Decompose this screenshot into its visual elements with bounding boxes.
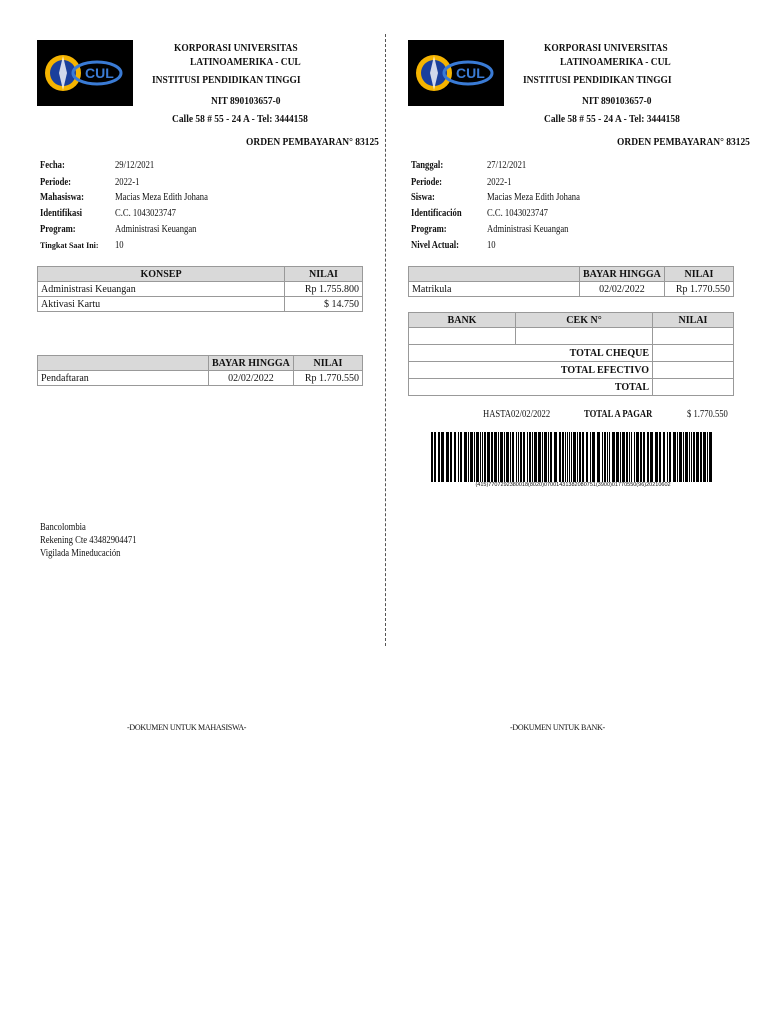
- column-header: NILAI: [293, 356, 362, 371]
- barcode-bar: [518, 432, 519, 482]
- barcode-bar: [510, 432, 511, 482]
- barcode-bar: [470, 432, 473, 482]
- address: Calle 58 # 55 - 24 A - Tel: 3444158: [544, 113, 680, 125]
- barcode-bar: [434, 432, 436, 482]
- table-cell: Rp 1.755.800: [285, 282, 363, 297]
- table-cell: [653, 379, 734, 396]
- barcode-bar: [590, 432, 591, 482]
- field-label: Tanggal:: [411, 160, 444, 171]
- barcode-bar: [636, 432, 639, 482]
- table-cell: Rp 1.770.550: [664, 282, 733, 297]
- total-label: TOTAL: [409, 379, 653, 396]
- table-cell: Aktivasi Kartu: [38, 297, 285, 312]
- barcode-bar: [504, 432, 505, 482]
- field-value: 10: [115, 240, 124, 251]
- barcode-bar: [626, 432, 628, 482]
- field-value: Administrasi Keuangan: [487, 224, 569, 235]
- address: Calle 58 # 55 - 24 A - Tel: 3444158: [172, 113, 308, 125]
- field-value: Administrasi Keuangan: [115, 224, 197, 235]
- barcode-bar: [534, 432, 537, 482]
- org-line-2: LATINOAMERIKA - CUL: [190, 56, 301, 68]
- table-row: [409, 282, 734, 297]
- barcode-bar: [512, 432, 514, 482]
- barcode-bar: [634, 432, 635, 482]
- column-header: NILAI: [285, 267, 363, 282]
- barcode-bar: [523, 432, 525, 482]
- barcode-bar: [498, 432, 499, 482]
- field-value: Macias Meza Edith Johana: [115, 192, 208, 203]
- field-label: Periode:: [40, 177, 72, 188]
- barcode-bar: [482, 432, 483, 482]
- barcode-bar: [441, 432, 444, 482]
- field-label: Periode:: [411, 177, 443, 188]
- field-label: Nivel Actual:: [411, 240, 460, 251]
- table-cell: 02/02/2022: [209, 371, 294, 386]
- barcode-bar: [640, 432, 642, 482]
- table-cell: [653, 328, 734, 345]
- total-cheque-label: TOTAL CHEQUE: [409, 345, 653, 362]
- barcode-bar: [696, 432, 699, 482]
- barcode-bar: [602, 432, 603, 482]
- barcode-bar: [604, 432, 606, 482]
- barcode-bar: [693, 432, 695, 482]
- barcode-bar: [567, 432, 568, 482]
- barcode-bar: [655, 432, 658, 482]
- total-pay-value: $ 1.770.550: [687, 409, 728, 420]
- field-label: Identifikasi: [40, 208, 83, 219]
- field-label: Program:: [411, 224, 447, 235]
- barcode-bar: [569, 432, 570, 482]
- barcode-bar: [494, 432, 497, 482]
- column-header: BAYAR HINGGA: [209, 356, 294, 371]
- barcode-bar: [487, 432, 490, 482]
- barcode-bar: [643, 432, 645, 482]
- field-value: 27/12/2021: [487, 160, 527, 171]
- barcode-bar: [607, 432, 608, 482]
- footer-bank-copy: -DOKUMEN UNTUK BANK-: [510, 723, 605, 732]
- barcode-bar: [667, 432, 668, 482]
- nit-number: NIT 890103657-0: [582, 95, 652, 107]
- barcode-bar: [538, 432, 541, 482]
- field-value: 29/12/2021: [115, 160, 155, 171]
- barcode-bar: [562, 432, 564, 482]
- barcode-bar: [520, 432, 522, 482]
- table-cell: [516, 328, 653, 345]
- field-label: Tingkat Saat Ini:: [40, 241, 99, 250]
- barcode-bar: [683, 432, 684, 482]
- table-row: [38, 297, 363, 312]
- table-row: [409, 328, 734, 345]
- barcode-bar: [620, 432, 621, 482]
- table-row: [409, 345, 734, 362]
- org-line-3: INSTITUSI PENDIDIKAN TINGGI: [152, 74, 301, 86]
- order-number: ORDEN PEMBAYARAN° 83125: [246, 136, 379, 148]
- barcode-bar: [565, 432, 566, 482]
- field-value: 10: [487, 240, 496, 251]
- account-number: Rekening Cte 43482904471: [40, 535, 137, 546]
- field-label: Program:: [40, 224, 76, 235]
- barcode-bar: [685, 432, 688, 482]
- org-line-1: KORPORASI UNIVERSITAS: [174, 42, 298, 54]
- barcode-bar: [532, 432, 533, 482]
- barcode-bar: [559, 432, 561, 482]
- university-logo: [37, 40, 133, 106]
- org-line-1: KORPORASI UNIVERSITAS: [544, 42, 668, 54]
- org-line-3: INSTITUSI PENDIDIKAN TINGGI: [523, 74, 672, 86]
- barcode-bar: [548, 432, 549, 482]
- field-value: C.C. 1043023747: [487, 208, 548, 219]
- barcode-bar: [669, 432, 671, 482]
- table-cell: [409, 328, 516, 345]
- table-cell: Matrikula: [409, 282, 580, 297]
- barcode-bar: [460, 432, 462, 482]
- nit-number: NIT 890103657-0: [211, 95, 281, 107]
- column-header: BAYAR HINGGA: [580, 267, 665, 282]
- barcode-bar: [446, 432, 449, 482]
- barcode-bar: [491, 432, 493, 482]
- barcode-bar: [629, 432, 630, 482]
- logo-emblem-icon: [37, 40, 133, 106]
- university-logo: [408, 40, 504, 106]
- barcode-bar: [582, 432, 584, 482]
- barcode-bar: [554, 432, 557, 482]
- barcode-bar: [707, 432, 708, 482]
- barcode-bar: [689, 432, 690, 482]
- payment-table: [37, 355, 363, 386]
- barcode-number: (415)7707292380018(8020)07001431382080751(3900)01770550(96)20210602: [475, 482, 671, 488]
- barcode-bar: [586, 432, 588, 482]
- bank-name: Bancolombia: [40, 522, 86, 533]
- field-value: 2022-1: [115, 177, 140, 188]
- field-value: C.C. 1043023747: [115, 208, 176, 219]
- barcode-bar: [484, 432, 486, 482]
- barcode-bar: [677, 432, 678, 482]
- table-row: [409, 379, 734, 396]
- barcode-bar: [431, 432, 433, 482]
- barcode: [431, 432, 715, 482]
- column-header: CEK N°: [516, 313, 653, 328]
- org-line-2: LATINOAMERIKA - CUL: [560, 56, 671, 68]
- barcode-bar: [663, 432, 665, 482]
- dashed-divider: [385, 34, 386, 646]
- svg-text:CUL: CUL: [85, 65, 114, 81]
- barcode-bar: [673, 432, 676, 482]
- logo-emblem-icon: [408, 40, 504, 106]
- table-cell: Pendaftaran: [38, 371, 209, 386]
- total-efectivo-label: TOTAL EFECTIVO: [409, 362, 653, 379]
- barcode-bar: [592, 432, 595, 482]
- table-cell: 02/02/2022: [580, 282, 665, 297]
- due-date: HASTA02/02/2022: [483, 409, 551, 420]
- barcode-bar: [527, 432, 528, 482]
- barcode-bar: [622, 432, 625, 482]
- field-label: Mahasiswa:: [40, 192, 84, 203]
- barcode-bar: [597, 432, 600, 482]
- barcode-bar: [700, 432, 702, 482]
- bank-table: [408, 312, 734, 396]
- table-row: [38, 371, 363, 386]
- field-value: 2022-1: [487, 177, 512, 188]
- barcode-bar: [476, 432, 479, 482]
- field-label: Fecha:: [40, 160, 65, 171]
- barcode-bar: [709, 432, 712, 482]
- column-header: BANK: [409, 313, 516, 328]
- column-header: NILAI: [653, 313, 734, 328]
- barcode-bar: [612, 432, 615, 482]
- barcode-bar: [500, 432, 503, 482]
- column-header: KONSEP: [38, 267, 285, 282]
- column-header: [409, 267, 580, 282]
- table-row: [409, 362, 734, 379]
- barcode-bar: [631, 432, 632, 482]
- barcode-bar: [450, 432, 452, 482]
- barcode-bar: [529, 432, 531, 482]
- barcode-bar: [609, 432, 610, 482]
- supervision-note: Vigilada Mineducación: [40, 548, 121, 559]
- barcode-bar: [544, 432, 547, 482]
- concept-table: [37, 266, 363, 312]
- barcode-bar: [650, 432, 653, 482]
- svg-text:CUL: CUL: [456, 65, 485, 81]
- barcode-bar: [480, 432, 481, 482]
- footer-student-copy: -DOKUMEN UNTUK MAHASISWA-: [127, 723, 247, 732]
- barcode-bar: [438, 432, 440, 482]
- column-header: [38, 356, 209, 371]
- field-label: Siswa:: [411, 192, 435, 203]
- payment-table: [408, 266, 734, 297]
- barcode-bar: [506, 432, 509, 482]
- barcode-bar: [571, 432, 572, 482]
- table-cell: [653, 345, 734, 362]
- barcode-bar: [516, 432, 517, 482]
- table-cell: [653, 362, 734, 379]
- table-cell: $ 14.750: [285, 297, 363, 312]
- table-cell: Rp 1.770.550: [293, 371, 362, 386]
- table-cell: Administrasi Keuangan: [38, 282, 285, 297]
- barcode-bar: [573, 432, 576, 482]
- barcode-bar: [691, 432, 692, 482]
- column-header: NILAI: [664, 267, 733, 282]
- total-pay-label: TOTAL A PAGAR: [584, 409, 653, 420]
- barcode-bar: [468, 432, 469, 482]
- barcode-bar: [577, 432, 578, 482]
- barcode-bar: [647, 432, 649, 482]
- field-label: Identificación: [411, 208, 462, 219]
- barcode-bar: [679, 432, 682, 482]
- order-number: ORDEN PEMBAYARAN° 83125: [617, 136, 750, 148]
- table-row: [38, 282, 363, 297]
- barcode-bar: [550, 432, 552, 482]
- barcode-bar: [703, 432, 706, 482]
- barcode-bar: [474, 432, 475, 482]
- barcode-bar: [659, 432, 661, 482]
- barcode-bar: [579, 432, 581, 482]
- barcode-bar: [454, 432, 456, 482]
- barcode-bar: [616, 432, 619, 482]
- barcode-bar: [458, 432, 459, 482]
- barcode-bar: [464, 432, 467, 482]
- field-value: Macias Meza Edith Johana: [487, 192, 580, 203]
- barcode-bar: [542, 432, 543, 482]
